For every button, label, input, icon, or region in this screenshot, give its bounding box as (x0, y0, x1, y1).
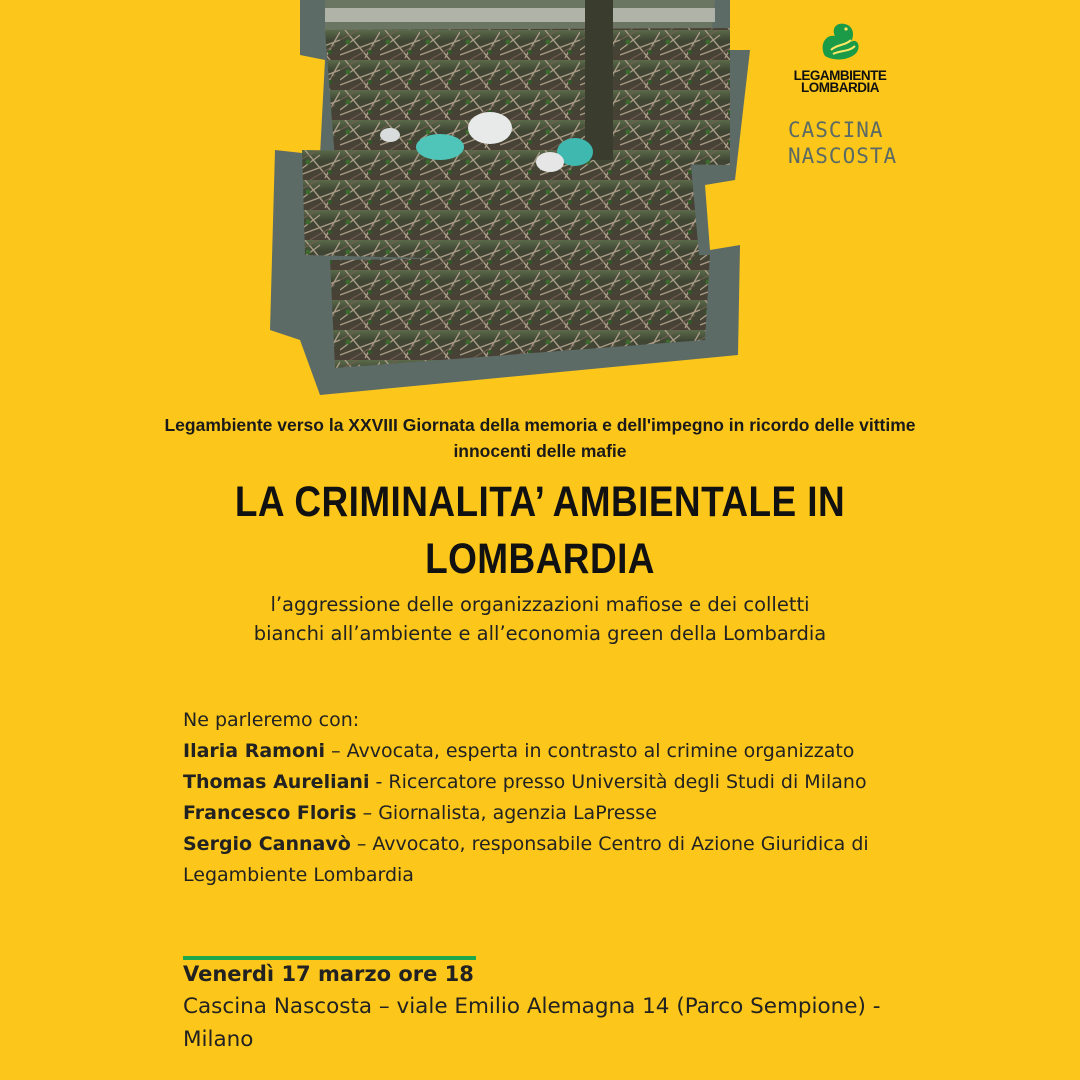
speakers-list (183, 705, 943, 891)
cascina-logo-line1: CASCINA (788, 118, 884, 142)
speaker-item (183, 829, 943, 891)
legambiente-logo-text: LEGAMBIENTE LOMBARDIA (793, 68, 887, 95)
event-subtitle: l’aggressione delle organizzazioni mafiose e dei colletti bianchi all’ambiente e all’economia green della Lombardia (253, 593, 827, 645)
speaker-name: Sergio Cannavò (183, 833, 351, 855)
illegal-dumping-photo (260, 0, 760, 410)
photo-strips (302, 0, 730, 368)
speaker-role: – Avvocata, esperta in contrasto al crimine organizzato (325, 740, 855, 762)
speaker-name: Thomas Aureliani (183, 771, 370, 793)
speaker-role: - Ricercatore presso Università degli Studi di Milano (369, 771, 867, 793)
speaker-name: Ilaria Ramoni (183, 740, 326, 762)
speaker-role: – Giornalista, agenzia LaPresse (356, 802, 657, 824)
cascina-logo-line2: NASCOSTA (788, 144, 898, 168)
event-date: Venerdì 17 marzo ore 18 (183, 962, 474, 986)
event-location: Cascina Nascosta – viale Emilio Alemagna 14 (Parco Sempione) - Milano (183, 994, 881, 1052)
speaker-role: – Avvocato, responsabile Centro di Azione Giuridica di Legambiente Lombardia (183, 833, 869, 886)
swan-icon (817, 20, 863, 64)
speaker-item (183, 798, 943, 829)
page-title: LA CRIMINALITA’ AMBIENTALE IN LOMBARDIA (234, 478, 846, 583)
event-supertitle: Legambiente verso la XXVIII Giornata della memoria e dell'impegno in ricordo delle vittime innocenti delle mafie (164, 415, 916, 461)
speakers-intro: Ne parleremo con: (183, 709, 360, 731)
legambiente-logo (785, 20, 895, 94)
speaker-name: Francesco Floris (183, 802, 357, 824)
speaker-item (183, 767, 943, 798)
speaker-item (183, 736, 943, 767)
cascina-nascosta-logo (788, 117, 898, 169)
